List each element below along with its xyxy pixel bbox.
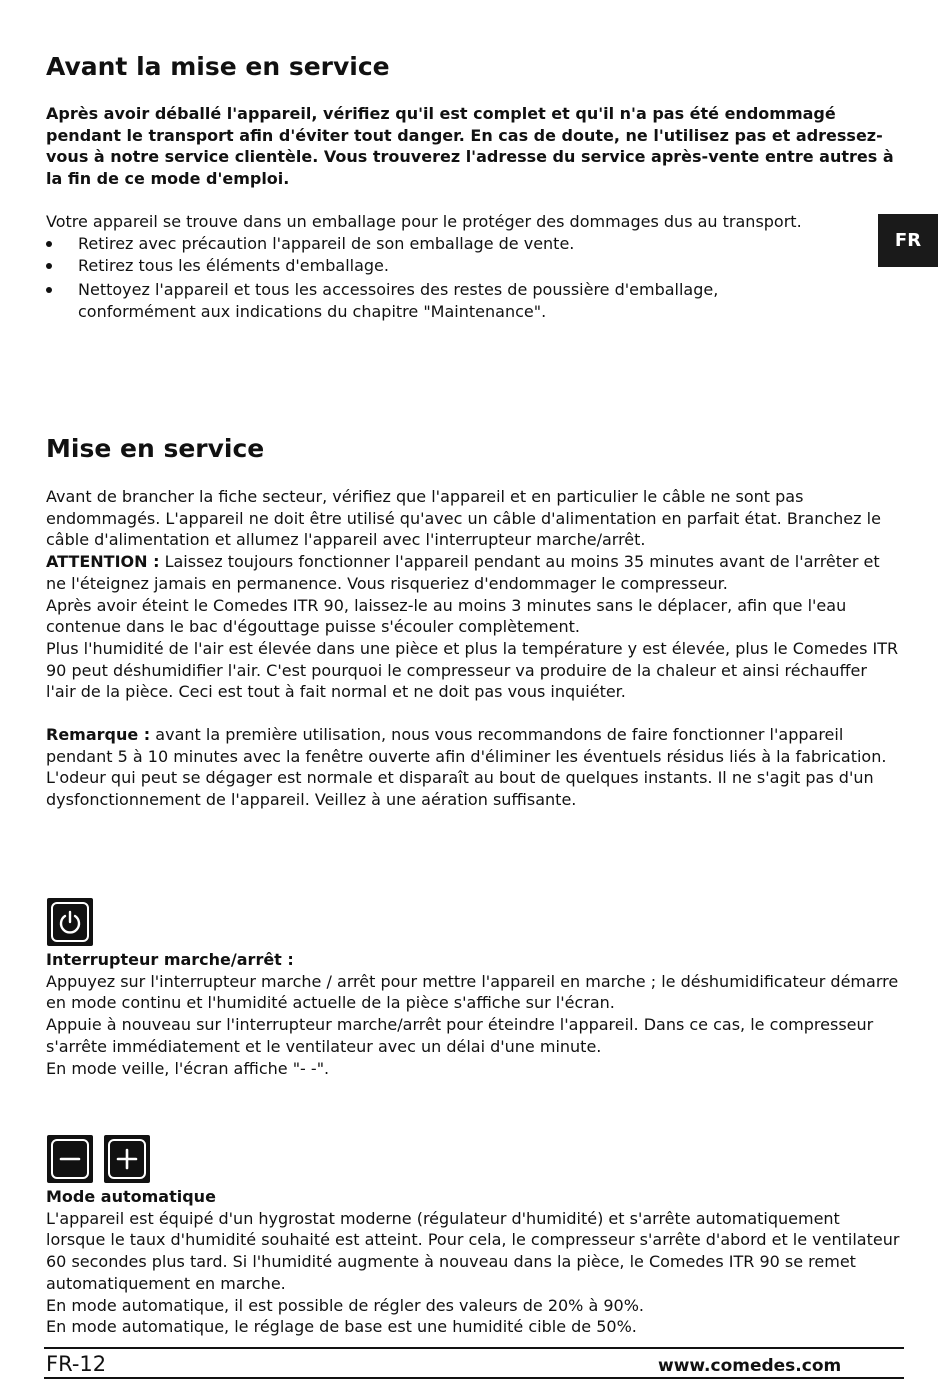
attention-text: Laissez toujours fonctionner l'appareil pendant au moins 35 minutes avant de l'arrêter et ne l'éteignez jamais en permanence. Vous risqueriez d'endommager le compresseur. [46,552,880,593]
remark-paragraph [46,724,901,811]
plus-symbol [115,1147,139,1171]
plus-icon [108,1139,146,1179]
footer-top-rule [44,1347,904,1349]
commissioning-paragraph-3: Plus l'humidité de l'air est élevée dans une pièce et plus la température y est élevée, plus le Comedes ITR 90 peut déshumidifier l'air. C'est pourquoi le compresseur va produire de la chaleur et ainsi réchauffer l'air de la pièce. Ceci est tout à fait normal et ne doit pas vous inquiéter. [46,638,899,702]
commissioning-body [46,486,901,811]
power-button-graphic [47,898,93,946]
bullet-icon [46,263,52,269]
auto-paragraph-3: En mode automatique, le réglage de base est une humidité cible de 50%. [46,1317,637,1337]
power-paragraph-3: En mode veille, l'écran affiche "- -". [46,1058,330,1078]
minus-icon [51,1139,89,1179]
list-item-text: Nettoyez l'appareil et tous les accessoires des restes de poussière d'emballage, conformément aux indications du chapitre "Maintenance". [78,280,719,322]
commissioning-paragraph-2: Après avoir éteint le Comedes ITR 90, laissez-le au moins 3 minutes sans le déplacer, afin que l'eau contenue dans le bac d'égouttage puisse s'écouler complètement. [46,595,847,637]
auto-paragraph-1: L'appareil est équipé d'un hygrostat moderne (régulateur d'humidité) et s'arrête automatiquement lorsque le taux d'humidité souhaité est atteint. Pour cela, le compresseur s'arrête d'abord et le ventilateur 60 secondes plus tard. Si l'humidité augmente à nouveau dans la pièce, le Comedes ITR 90 se remet automatiquement en marche. [46,1208,900,1293]
minus-symbol [58,1147,82,1171]
list-item-text: Retirez tous les éléments d'emballage. [78,255,389,275]
power-paragraph-2: Appuie à nouveau sur l'interrupteur marche/arrêt pour éteindre l'appareil. Dans ce cas, le compresseur s'arrête immédiatement et le ventilateur avec un délai d'une minute. [46,1015,874,1056]
minus-button-graphic [47,1135,93,1183]
list-item [46,233,836,255]
auto-mode-section [46,1186,901,1338]
packaging-line: Votre appareil se trouve dans un emballage pour le protéger des dommages dus au transport. [46,212,802,231]
attention-paragraph [46,551,901,594]
power-paragraph-1: Appuyez sur l'interrupteur marche / arrêt pour mettre l'appareil en marche ; le déshumidificateur démarre en mode continu et l'humidité actuelle de la pièce s'affiche sur l'écran. [46,971,899,1013]
section-title-before-use: Avant la mise en service [46,52,390,81]
power-icon [51,902,89,942]
list-item [46,279,836,322]
list-item-text: Retirez avec précaution l'appareil de son emballage de vente. [78,234,575,253]
power-switch-title: Interrupteur marche/arrêt : [46,950,294,969]
plus-button-graphic [104,1135,150,1183]
auto-mode-title: Mode automatique [46,1187,216,1206]
bullet-icon [46,241,52,247]
list-item [46,255,836,277]
footer-bottom-rule [44,1377,904,1379]
attention-label: ATTENTION : [46,552,160,572]
footer-url: www.comedes.com [658,1356,842,1376]
page-number: FR-12 [46,1352,107,1376]
intro-warning: Après avoir déballé l'appareil, vérifiez qu'il est complet et qu'il n'a pas été endommagé pendant le transport afin d'éviter tout danger. En cas de doute, ne l'utilisez pas et adressez-vous à notre service clientèle. Vous trouverez l'adresse du service après-vente entre autres à la fin de ce mode d'emploi. [46,104,894,189]
language-tab [878,214,938,267]
auto-paragraph-2: En mode automatique, il est possible de régler des valeurs de 20% à 90%. [46,1295,644,1315]
power-symbol [57,909,83,935]
power-switch-section [46,949,901,1079]
language-tab-label: FR [894,230,922,251]
remark-text: avant la première utilisation, nous vous recommandons de faire fonctionner l'appareil pendant 5 à 10 minutes avec la fenêtre ouverte afin d'éliminer les éventuels résidus liés à la fabrication. L'odeur qui peut se dégager est normale et disparaît au bout de quelques instants. Il ne s'agit pas d'un dysfonctionnement de l'appareil. Veillez à une aération suffisante. [46,725,887,810]
bullet-icon [46,287,52,293]
unpacking-list [46,233,836,323]
remark-label: Remarque : [46,725,151,745]
section-title-commissioning: Mise en service [46,434,265,463]
commissioning-paragraph-1: Avant de brancher la fiche secteur, vérifiez que l'appareil et en particulier le câble ne sont pas endommagés. L'appareil ne doit être utilisé qu'avec un câble d'alimentation en parfait état. Branchez le câble d'alimentation et allumez l'appareil avec l'interrupteur marche/arrêt. [46,487,881,550]
